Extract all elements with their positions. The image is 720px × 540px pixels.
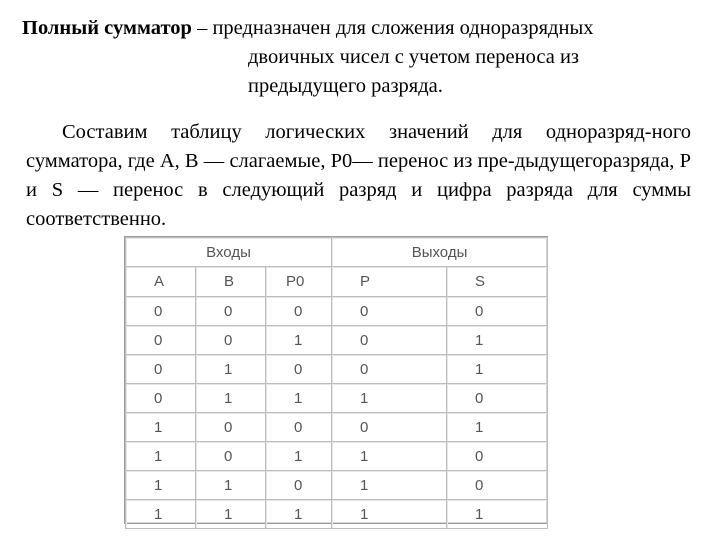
table-row (126, 442, 548, 471)
truth-table-body (126, 297, 548, 529)
column-header-b: B (196, 267, 266, 297)
table-row (126, 471, 548, 500)
column-header-p0: P0 (266, 267, 332, 297)
description-paragraph: Составим таблицу логических значений для одноразряд-ного сумматора, где А, В — слагаемые, Р0— перенос из пре-дыдущегоразряда, Р и S — перенос в следующий разряд и цифра разряда для суммы соответственно. (26, 121, 691, 230)
truth-table (125, 237, 548, 529)
cell-b: 0 (196, 413, 266, 442)
cell-a: 0 (126, 355, 196, 384)
definition-line-1 (22, 14, 702, 43)
group-header-inputs: Входы (126, 238, 332, 267)
cell-b: 0 (196, 297, 266, 326)
cell-a: 0 (126, 384, 196, 413)
cell-p: 0 (332, 355, 447, 384)
cell-p0: 1 (266, 442, 332, 471)
column-header-a: A (126, 267, 196, 297)
cell-b: 1 (196, 355, 266, 384)
cell-s: 1 (447, 413, 548, 442)
cell-a: 0 (126, 297, 196, 326)
table-row (126, 355, 548, 384)
cell-p0: 0 (266, 355, 332, 384)
cell-p: 1 (332, 500, 447, 529)
table-row (126, 500, 548, 529)
definition-text-1: – предназначен для сложения одноразрядных (191, 17, 594, 39)
truth-table-frame (124, 236, 548, 524)
cell-p: 1 (332, 471, 447, 500)
cell-b: 0 (196, 326, 266, 355)
cell-p: 0 (332, 326, 447, 355)
column-header-s: S (447, 267, 548, 297)
group-header-outputs: Выходы (332, 238, 548, 267)
definition-term: Полный сумматор (22, 17, 192, 39)
cell-s: 0 (447, 384, 548, 413)
cell-s: 0 (447, 471, 548, 500)
cell-p: 0 (332, 297, 447, 326)
cell-p0: 0 (266, 413, 332, 442)
cell-b: 0 (196, 442, 266, 471)
cell-p: 1 (332, 442, 447, 471)
cell-p0: 1 (266, 384, 332, 413)
cell-a: 0 (126, 326, 196, 355)
definition-line-3: предыдущего разряда. (248, 75, 443, 97)
definition-line-2: двоичных чисел с учетом переноса из (248, 46, 580, 68)
table-row (126, 413, 548, 442)
table-row (126, 384, 548, 413)
table-row (126, 297, 548, 326)
cell-p0: 0 (266, 471, 332, 500)
cell-s: 0 (447, 442, 548, 471)
definition-heading (22, 14, 702, 101)
cell-s: 1 (447, 355, 548, 384)
cell-b: 1 (196, 500, 266, 529)
column-header-p: P (332, 267, 447, 297)
cell-a: 1 (126, 442, 196, 471)
table-row (126, 326, 548, 355)
cell-a: 1 (126, 413, 196, 442)
cell-p0: 0 (266, 297, 332, 326)
cell-b: 1 (196, 384, 266, 413)
cell-a: 1 (126, 471, 196, 500)
cell-p0: 1 (266, 500, 332, 529)
cell-s: 0 (447, 297, 548, 326)
cell-s: 1 (447, 500, 548, 529)
cell-p: 0 (332, 413, 447, 442)
cell-p: 1 (332, 384, 447, 413)
cell-s: 1 (447, 326, 548, 355)
cell-a: 1 (126, 500, 196, 529)
cell-b: 1 (196, 471, 266, 500)
cell-p0: 1 (266, 326, 332, 355)
